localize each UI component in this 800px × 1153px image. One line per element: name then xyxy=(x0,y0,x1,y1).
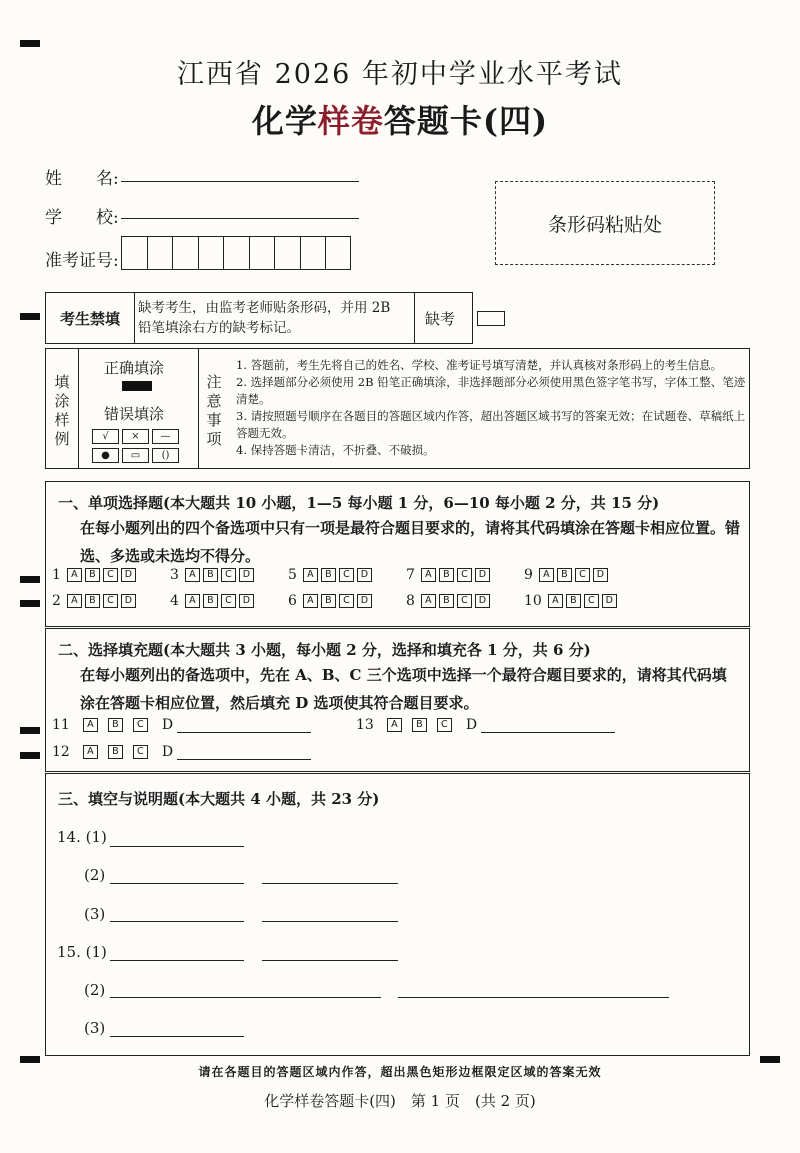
card-title: 化学样卷答题卡(四) xyxy=(251,102,549,140)
id-digit-box[interactable] xyxy=(274,236,300,270)
question-12 xyxy=(52,744,311,760)
q15-3-answer[interactable] xyxy=(110,1036,244,1037)
option-bubble-a[interactable]: A xyxy=(539,568,554,582)
option-bubble-c[interactable]: C xyxy=(339,568,354,582)
section-single-choice xyxy=(45,481,750,627)
option-bubble-c[interactable]: C xyxy=(339,594,354,608)
name-label: 姓 名: xyxy=(45,169,119,189)
q15-2-answer-b[interactable] xyxy=(398,997,669,998)
option-bubble-a[interactable]: A xyxy=(185,568,200,582)
option-bubble-a[interactable]: A xyxy=(83,718,98,732)
timing-mark xyxy=(760,1056,780,1063)
option-bubble-b[interactable]: B xyxy=(439,568,454,582)
timing-mark xyxy=(20,752,40,759)
question-2 xyxy=(52,593,136,609)
fill-example-side-label: 填 涂 样 例 xyxy=(54,373,70,448)
id-digit-box[interactable] xyxy=(147,236,173,270)
footer-warning: 请在各题目的答题区域内作答，超出黑色矩形边框限定区域的答案无效 xyxy=(198,1065,602,1079)
question-13 xyxy=(356,717,615,733)
option-bubble-b[interactable]: B xyxy=(203,594,218,608)
option-bubble-a[interactable]: A xyxy=(421,594,436,608)
timing-mark xyxy=(20,313,40,320)
option-bubble-c[interactable]: C xyxy=(584,594,599,608)
barcode-area xyxy=(495,181,715,265)
wrong-sample: () xyxy=(152,448,179,463)
option-bubble-c[interactable]: C xyxy=(103,594,118,608)
question-10 xyxy=(524,593,617,609)
q15-2-answer[interactable] xyxy=(110,997,381,998)
absent-box xyxy=(45,292,473,344)
absent-mark-box[interactable] xyxy=(477,311,505,326)
option-d-label: D xyxy=(465,717,478,733)
option-bubble-c[interactable]: C xyxy=(221,594,236,608)
timing-mark xyxy=(20,576,40,583)
question-6 xyxy=(288,593,372,609)
name-field[interactable] xyxy=(121,181,359,182)
notes-list xyxy=(236,357,746,459)
timing-mark xyxy=(20,40,40,47)
timing-mark xyxy=(20,600,40,607)
id-digit-box[interactable] xyxy=(325,236,351,270)
school-label: 学 校: xyxy=(45,208,119,228)
question-number: 3 xyxy=(170,567,179,583)
q15-1-answer[interactable] xyxy=(110,960,244,961)
question-1 xyxy=(52,567,136,583)
wrong-sample: ▭ xyxy=(122,448,149,463)
option-bubble-b[interactable]: B xyxy=(108,745,123,759)
note-item: 2. 选择题部分必须使用 2B 铅笔正确填涂，非选择题部分必须使用黑色签字笔书写，字体工整、笔迹清楚。 xyxy=(236,375,746,406)
section-description: 在每小题列出的备选项中，先在 A、B、C 三个选项中选择一个最符合题目要求的，请将其代码填涂在答题卡相应位置，然后填充 D 选项使其符合题目要求。 xyxy=(80,666,727,712)
wrong-fill-label: 错误填涂 xyxy=(104,405,165,423)
option-bubble-d[interactable]: D xyxy=(602,594,617,608)
note-item: 4. 保持答题卡清洁，不折叠、不破损。 xyxy=(236,443,435,457)
fill-guide-box xyxy=(45,348,750,469)
option-d-answer[interactable] xyxy=(177,745,311,760)
option-bubble-d[interactable]: D xyxy=(475,594,490,608)
question-number: 1 xyxy=(52,567,61,583)
q14-2-answer[interactable] xyxy=(110,883,244,884)
option-bubble-a[interactable]: A xyxy=(303,594,318,608)
q14-1-answer[interactable] xyxy=(110,846,244,847)
question-number: 2 xyxy=(52,593,61,609)
note-item: 1. 答题前，考生先将自己的姓名、学校、准考证号填写清楚，并认真核对条形码上的考生信息。 xyxy=(236,358,723,372)
id-digit-box[interactable] xyxy=(249,236,275,270)
divider xyxy=(198,349,199,468)
question-11 xyxy=(52,717,311,733)
page-number: 化学样卷答题卡(四) 第 1 页 (共 2 页) xyxy=(264,1092,536,1110)
option-bubble-d[interactable]: D xyxy=(357,568,372,582)
section-description: 在每小题列出的四个备选项中只有一项是最符合题目要求的，请将其代码填涂在答题卡相应位置。错选、多选或未选均不得分。 xyxy=(80,519,741,565)
option-bubble-d[interactable]: D xyxy=(121,568,136,582)
correct-fill-label: 正确填涂 xyxy=(104,359,165,377)
correct-fill-sample xyxy=(122,381,152,391)
option-bubble-c[interactable]: C xyxy=(457,594,472,608)
q15-1-answer-b[interactable] xyxy=(262,960,398,961)
option-bubble-b[interactable]: B xyxy=(412,718,427,732)
option-bubble-c[interactable]: C xyxy=(575,568,590,582)
absent-label: 考生禁填 xyxy=(46,293,135,343)
exam-title: 江西省 2026 年初中学业水平考试 xyxy=(177,59,623,90)
option-bubble-c[interactable]: C xyxy=(437,718,452,732)
question-4 xyxy=(170,593,254,609)
q14-3-answer-b[interactable] xyxy=(262,921,398,922)
option-bubble-b[interactable]: B xyxy=(85,594,100,608)
question-5 xyxy=(288,567,372,583)
section-title: 一、单项选择题(本大题共 10 小题，1—5 每小题 1 分，6—10 每小题 2 分，共 15 分) xyxy=(58,494,660,512)
wrong-sample: × xyxy=(122,429,149,444)
option-bubble-b[interactable]: B xyxy=(321,568,336,582)
q15-2-label: (2) xyxy=(84,981,106,999)
option-bubble-c[interactable]: C xyxy=(133,718,148,732)
question-number: 13 xyxy=(356,717,374,733)
question-number: 6 xyxy=(288,593,297,609)
option-d-label: D xyxy=(161,744,174,760)
option-d-answer[interactable] xyxy=(481,718,615,733)
timing-mark xyxy=(20,727,40,734)
option-bubble-d[interactable]: D xyxy=(475,568,490,582)
question-number: 8 xyxy=(406,593,415,609)
q14-2-label: (2) xyxy=(84,866,106,884)
option-bubble-a[interactable]: A xyxy=(421,568,436,582)
q15-3-label: (3) xyxy=(84,1019,106,1037)
question-9 xyxy=(524,567,608,583)
option-bubble-b[interactable]: B xyxy=(85,568,100,582)
option-bubble-a[interactable]: A xyxy=(83,745,98,759)
option-bubble-c[interactable]: C xyxy=(221,568,236,582)
option-bubble-a[interactable]: A xyxy=(548,594,563,608)
wrong-sample: ● xyxy=(92,448,119,463)
divider xyxy=(78,349,79,468)
wrong-sample: √ xyxy=(92,429,119,444)
q14-3-answer[interactable] xyxy=(110,921,244,922)
q14-3-label: (3) xyxy=(84,905,106,923)
option-bubble-b[interactable]: B xyxy=(566,594,581,608)
wrong-sample: — xyxy=(152,429,179,444)
option-bubble-a[interactable]: A xyxy=(387,718,402,732)
option-bubble-a[interactable]: A xyxy=(67,568,82,582)
absent-instructions: 缺考考生，由监考老师贴条形码，并用 2B 铅笔填涂右方的缺考标记。 xyxy=(138,300,391,336)
question-number: 9 xyxy=(524,567,533,583)
id-digit-box[interactable] xyxy=(223,236,249,270)
option-d-label: D xyxy=(161,717,174,733)
q14-2-answer-b[interactable] xyxy=(262,883,398,884)
absent-mark-label: 缺考 xyxy=(425,310,456,328)
school-field[interactable] xyxy=(121,218,359,219)
option-d-answer[interactable] xyxy=(177,718,311,733)
option-bubble-b[interactable]: B xyxy=(321,594,336,608)
id-label: 准考证号: xyxy=(45,251,119,271)
question-7 xyxy=(406,567,490,583)
question-3 xyxy=(170,567,254,583)
option-bubble-b[interactable]: B xyxy=(203,568,218,582)
option-bubble-a[interactable]: A xyxy=(67,594,82,608)
option-bubble-b[interactable]: B xyxy=(439,594,454,608)
option-bubble-a[interactable]: A xyxy=(185,594,200,608)
question-number: 5 xyxy=(288,567,297,583)
id-digit-box[interactable] xyxy=(198,236,224,270)
id-digit-box[interactable] xyxy=(172,236,198,270)
timing-mark xyxy=(20,1056,40,1063)
q15-1-label: 15. (1) xyxy=(57,943,107,961)
option-bubble-b[interactable]: B xyxy=(108,718,123,732)
section-title: 二、选择填充题(本大题共 3 小题，每小题 2 分，选择和填充各 1 分，共 6 分) xyxy=(58,641,591,659)
question-number: 11 xyxy=(52,717,70,733)
notes-side-label: 注 意 事 项 xyxy=(206,373,222,448)
id-digit-box[interactable] xyxy=(121,236,147,270)
note-item: 3. 请按照题号顺序在各题目的答题区域内作答，超出答题区域书写的答案无效；在试题卷、草稿纸上答题无效。 xyxy=(236,409,746,440)
option-bubble-b[interactable]: B xyxy=(557,568,572,582)
option-bubble-c[interactable]: C xyxy=(457,568,472,582)
option-bubble-d[interactable]: D xyxy=(357,594,372,608)
absent-mark-cell xyxy=(414,293,473,343)
id-number-boxes[interactable] xyxy=(121,236,351,270)
wrong-fill-samples xyxy=(92,429,179,463)
question-number: 4 xyxy=(170,593,179,609)
option-bubble-a[interactable]: A xyxy=(303,568,318,582)
question-number: 7 xyxy=(406,567,415,583)
question-8 xyxy=(406,593,490,609)
section-title: 三、填空与说明题(本大题共 4 小题，共 23 分) xyxy=(58,790,380,808)
section-fill-explain xyxy=(45,773,750,1056)
option-bubble-d[interactable]: D xyxy=(239,568,254,582)
id-digit-box[interactable] xyxy=(300,236,326,270)
option-bubble-c[interactable]: C xyxy=(133,745,148,759)
barcode-label: 条形码粘贴处 xyxy=(547,213,662,236)
option-bubble-d[interactable]: D xyxy=(121,594,136,608)
question-number: 10 xyxy=(524,593,542,609)
question-number: 12 xyxy=(52,744,70,760)
option-bubble-d[interactable]: D xyxy=(239,594,254,608)
option-bubble-c[interactable]: C xyxy=(103,568,118,582)
q14-1-label: 14. (1) xyxy=(57,828,107,846)
option-bubble-d[interactable]: D xyxy=(593,568,608,582)
